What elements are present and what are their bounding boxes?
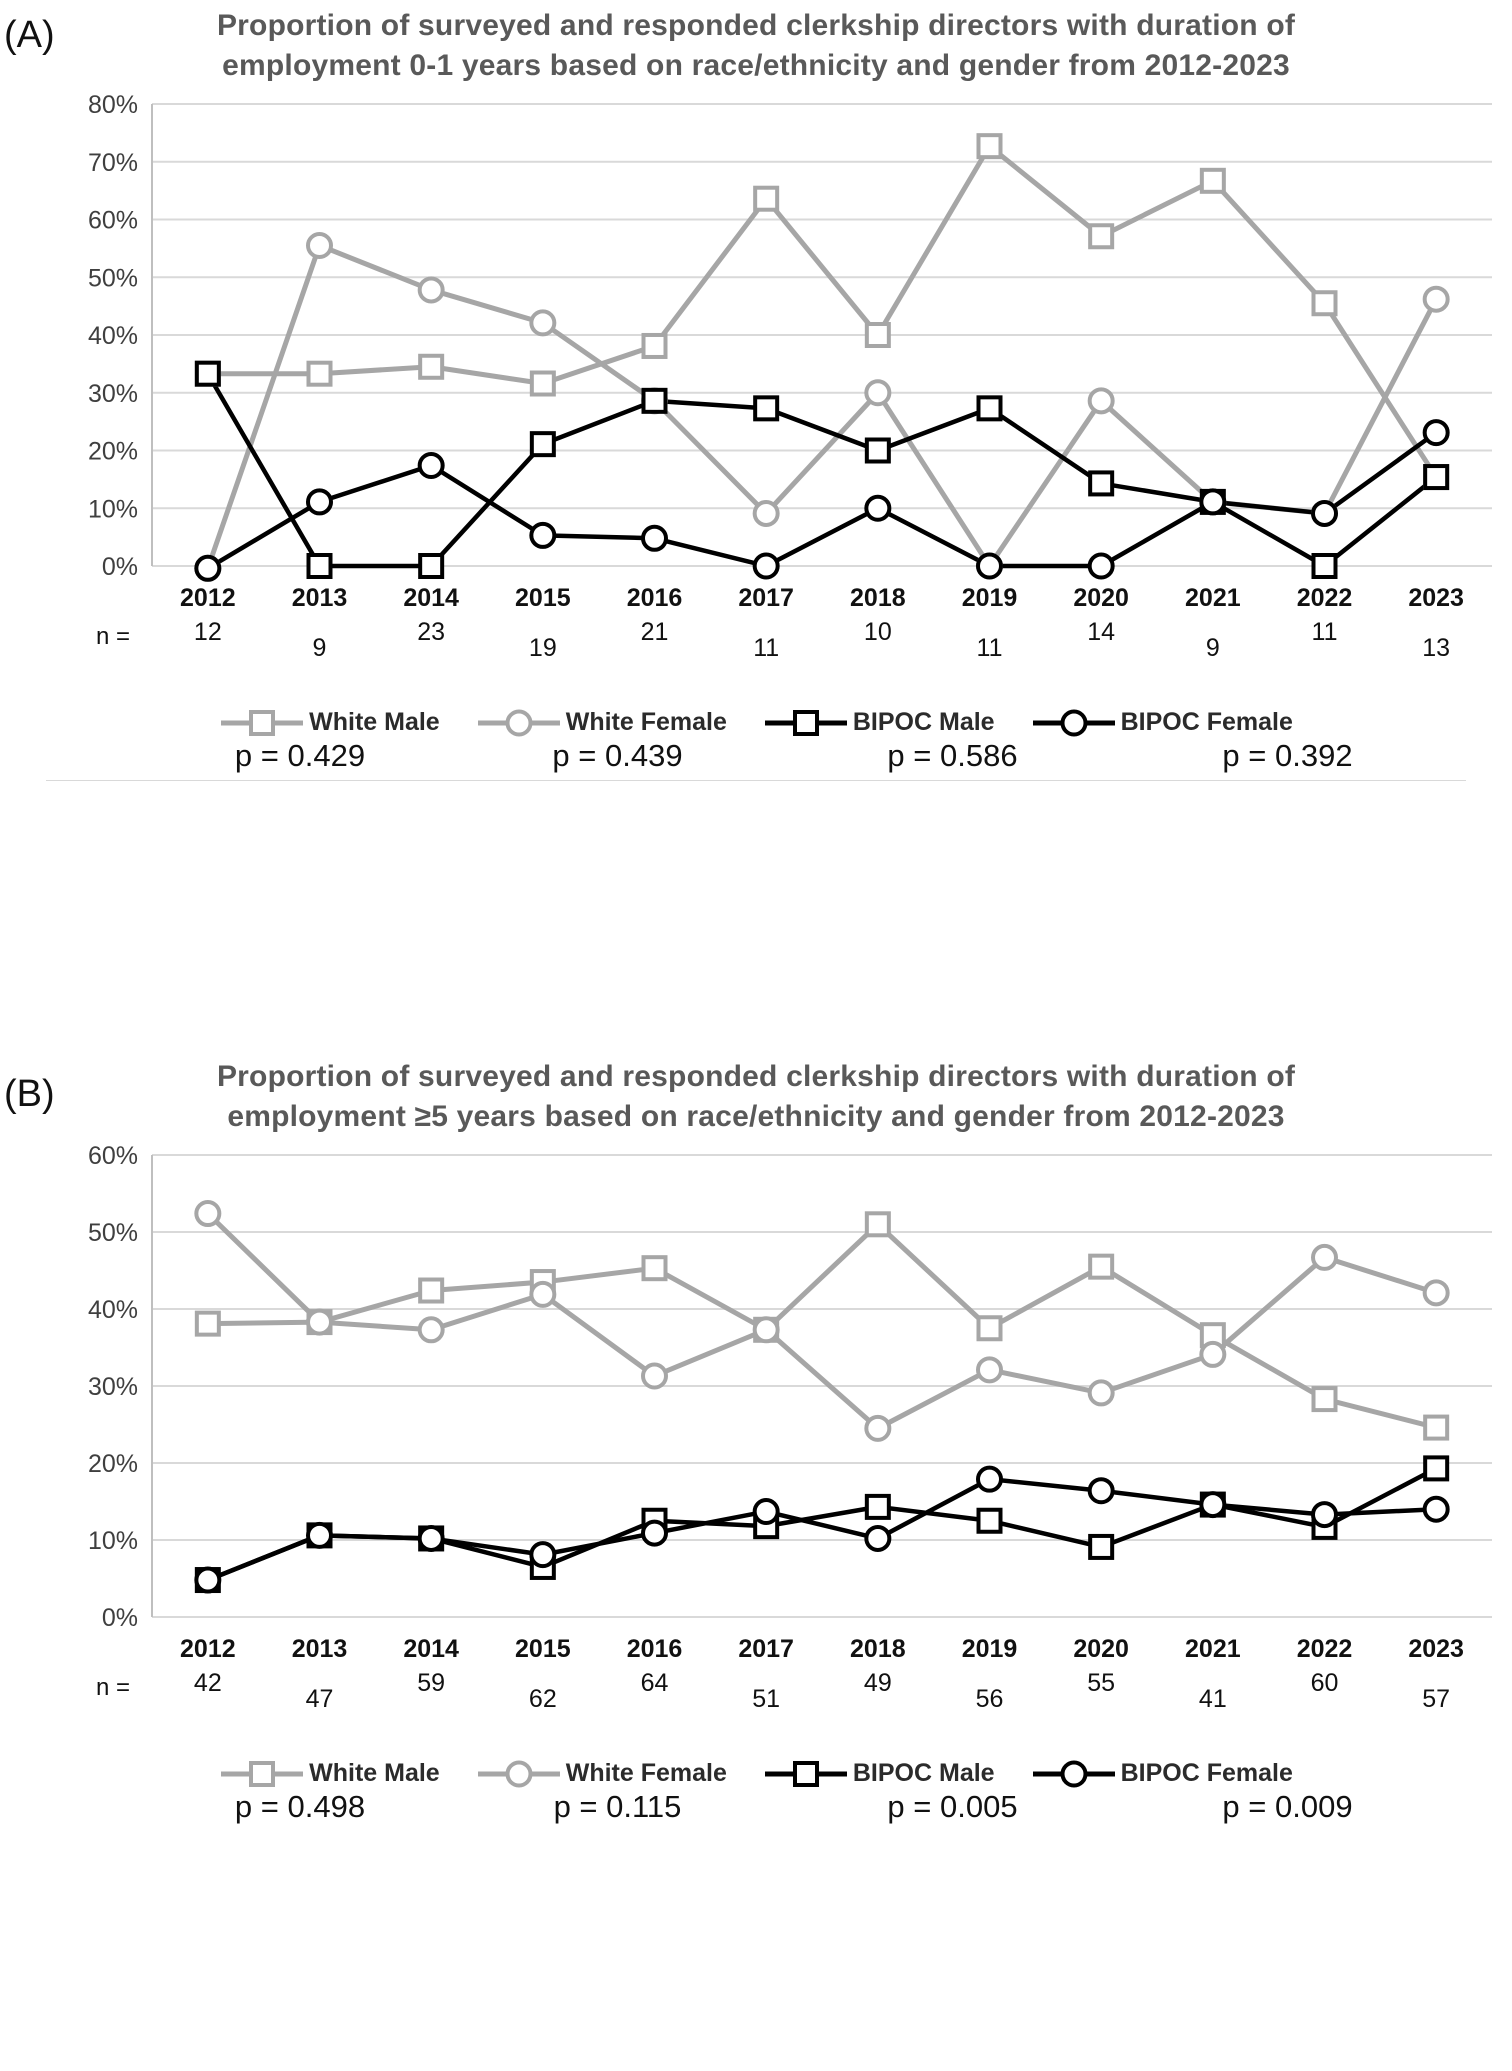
- data-point-marker: [1090, 1381, 1113, 1404]
- data-point-marker: [978, 1358, 1001, 1381]
- legend-item-white-male[interactable]: [219, 1759, 440, 1789]
- data-point-marker: [979, 1510, 1001, 1532]
- data-point-marker: [1090, 1479, 1113, 1502]
- x-axis-category-label: 2021: [1185, 583, 1241, 612]
- x-axis-category-label: 2016: [626, 583, 683, 612]
- sample-size-value: 9: [312, 633, 327, 662]
- x-axis-category-label: 2016: [626, 1634, 683, 1663]
- x-axis-category-label: 2017: [738, 1634, 794, 1663]
- data-point-marker: [308, 1310, 331, 1333]
- data-point-marker: [867, 1213, 889, 1235]
- legend-label: BIPOC Male: [852, 708, 995, 737]
- data-point-marker: [1314, 1388, 1336, 1410]
- data-point-marker: [532, 433, 554, 455]
- sample-size-label: n =: [95, 622, 130, 650]
- data-point-marker: [1201, 1343, 1224, 1366]
- data-point-marker: [1090, 389, 1113, 412]
- panel-b-label: (B): [4, 1073, 55, 1115]
- data-point-marker: [1202, 170, 1224, 192]
- data-point-marker: [1201, 1493, 1224, 1516]
- data-point-marker: [1201, 490, 1224, 513]
- y-axis-tick-label: 0%: [101, 1603, 138, 1632]
- sample-size-value: 19: [528, 633, 557, 662]
- panel-b-pvalues: [0, 1789, 1512, 1825]
- legend-label: White Male: [309, 708, 440, 737]
- data-point-marker: [644, 390, 666, 412]
- data-point-marker: [1425, 1457, 1447, 1479]
- panel-a-plot: [0, 86, 1512, 706]
- sample-size-value: 64: [640, 1668, 669, 1697]
- x-axis-category-label: 2019: [961, 1634, 1018, 1663]
- panel-a-chart-svg: [0, 86, 1512, 706]
- series-line-bipoc-female: [208, 1479, 1436, 1580]
- x-axis-category-label: 2019: [961, 583, 1018, 612]
- legend-label: BIPOC Male: [852, 1759, 995, 1788]
- sample-size-value: 9: [1205, 633, 1220, 662]
- data-point-marker: [1090, 554, 1113, 577]
- y-axis-tick-label: 30%: [87, 1372, 138, 1401]
- y-axis-tick-label: 20%: [87, 437, 138, 466]
- sample-size-value: 51: [752, 1684, 781, 1713]
- y-axis-tick-label: 40%: [87, 321, 138, 350]
- data-point-marker: [867, 1496, 889, 1518]
- data-point-marker: [643, 1364, 666, 1387]
- sample-size-value: 60: [1310, 1668, 1339, 1697]
- data-point-marker: [1313, 1503, 1336, 1526]
- x-axis-category-label: 2018: [850, 583, 906, 612]
- data-point-marker: [196, 557, 219, 580]
- data-point-marker: [866, 497, 889, 520]
- panel-a-pvalues: [0, 738, 1512, 774]
- x-axis-category-label: 2018: [850, 1634, 906, 1663]
- panel-b-title: Proportion of surveyed and responded clerkship directors with duration of employment ≥5 years based on race/ethnicity and gender from 2012-2023: [216, 1060, 1296, 1133]
- data-point-marker: [644, 335, 666, 357]
- x-axis-category-label: 2020: [1073, 1634, 1129, 1663]
- data-point-marker: [1425, 1281, 1448, 1304]
- x-axis-category-label: 2014: [403, 1634, 459, 1663]
- data-point-marker: [531, 1543, 554, 1566]
- data-point-marker: [309, 362, 331, 384]
- data-point-marker: [1090, 472, 1112, 494]
- data-point-marker: [755, 1500, 778, 1523]
- legend-label: BIPOC Female: [1120, 1759, 1293, 1788]
- legend-label: White Female: [565, 1759, 727, 1788]
- data-point-marker: [420, 555, 442, 577]
- sample-size-value: 59: [417, 1668, 446, 1697]
- x-axis-category-label: 2022: [1296, 1634, 1353, 1663]
- data-point-marker: [309, 555, 331, 577]
- legend-marker-icon: [1031, 1759, 1117, 1789]
- panel-b-chart-svg: [0, 1137, 1512, 1757]
- x-axis-category-label: 2012: [180, 583, 236, 612]
- y-axis-tick-label: 60%: [87, 206, 138, 235]
- sample-size-value: 57: [1422, 1684, 1451, 1713]
- panel-a-label: (A): [4, 14, 55, 56]
- sample-size-value: 11: [1311, 617, 1338, 646]
- x-axis-category-label: 2013: [291, 583, 348, 612]
- data-point-marker: [308, 234, 331, 257]
- data-point-marker: [1090, 1255, 1112, 1277]
- sample-size-label: n =: [95, 1673, 130, 1701]
- legend-item-bipoc-female[interactable]: [1031, 708, 1293, 738]
- legend-marker-icon: [763, 708, 849, 738]
- y-axis-tick-label: 10%: [87, 1526, 138, 1555]
- data-point-marker: [1425, 1416, 1447, 1438]
- sample-size-value: 11: [976, 633, 1003, 662]
- data-point-marker: [866, 1527, 889, 1550]
- p-value-3: p = 0.005: [887, 1788, 1018, 1824]
- data-point-marker: [420, 356, 442, 378]
- data-point-marker: [197, 1312, 219, 1334]
- y-axis-tick-label: 80%: [87, 90, 138, 119]
- sample-size-value: 62: [528, 1684, 557, 1713]
- sample-size-value: 10: [863, 617, 892, 646]
- data-point-marker: [531, 1283, 554, 1306]
- data-point-marker: [979, 397, 1001, 419]
- data-point-marker: [979, 135, 1001, 157]
- data-point-marker: [755, 187, 777, 209]
- data-point-marker: [1425, 466, 1447, 488]
- sample-size-value: 11: [753, 633, 780, 662]
- data-point-marker: [1313, 1246, 1336, 1269]
- data-point-marker: [644, 1257, 666, 1279]
- data-point-marker: [643, 527, 666, 550]
- data-point-marker: [643, 1521, 666, 1544]
- x-axis-category-label: 2017: [738, 583, 794, 612]
- x-axis-category-label: 2015: [515, 1634, 571, 1663]
- sample-size-value: 23: [417, 617, 446, 646]
- legend-label: BIPOC Female: [1120, 708, 1293, 737]
- panel-b-legend: [0, 1759, 1512, 1789]
- data-point-marker: [197, 362, 219, 384]
- x-axis-category-label: 2015: [515, 583, 571, 612]
- data-point-marker: [866, 1417, 889, 1440]
- y-axis-tick-label: 60%: [87, 1141, 138, 1170]
- data-point-marker: [755, 554, 778, 577]
- panel-a-legend: [0, 708, 1512, 738]
- series-line-white-female: [208, 1213, 1436, 1428]
- p-value-4: p = 0.009: [1222, 1788, 1353, 1824]
- legend-item-white-male[interactable]: [219, 708, 440, 738]
- data-point-marker: [420, 454, 443, 477]
- sample-size-value: 56: [975, 1684, 1004, 1713]
- data-point-marker: [196, 1202, 219, 1225]
- data-point-marker: [308, 1524, 331, 1547]
- series-line-white-female: [208, 245, 1436, 568]
- data-point-marker: [866, 381, 889, 404]
- data-point-marker: [867, 324, 889, 346]
- y-axis-tick-label: 20%: [87, 1449, 138, 1478]
- y-axis-tick-label: 40%: [87, 1295, 138, 1324]
- sample-size-value: 47: [305, 1684, 334, 1713]
- data-point-marker: [420, 1527, 443, 1550]
- p-value-4: p = 0.392: [1222, 737, 1353, 773]
- data-point-marker: [755, 397, 777, 419]
- data-point-marker: [755, 1318, 778, 1341]
- p-value-3: p = 0.586: [887, 737, 1018, 773]
- y-axis-tick-label: 70%: [87, 148, 138, 177]
- data-point-marker: [196, 1568, 219, 1591]
- data-point-marker: [420, 1279, 442, 1301]
- data-point-marker: [420, 1318, 443, 1341]
- panel-a-divider: [46, 780, 1466, 781]
- data-point-marker: [420, 278, 443, 301]
- y-axis-tick-label: 10%: [87, 495, 138, 524]
- data-point-marker: [1090, 225, 1112, 247]
- x-axis-category-label: 2020: [1073, 583, 1129, 612]
- legend-item-white-female[interactable]: [476, 708, 727, 738]
- y-axis-tick-label: 50%: [87, 264, 138, 293]
- x-axis-category-label: 2013: [291, 1634, 348, 1663]
- legend-item-bipoc-male[interactable]: [763, 1759, 995, 1789]
- legend-item-white-female[interactable]: [476, 1759, 727, 1789]
- data-point-marker: [1425, 421, 1448, 444]
- sample-size-value: 13: [1422, 633, 1451, 662]
- data-point-marker: [532, 372, 554, 394]
- p-value-1: p = 0.429: [234, 737, 366, 773]
- data-point-marker: [1313, 502, 1336, 525]
- panel-a: [0, 0, 1512, 1035]
- legend-label: White Female: [565, 708, 727, 737]
- data-point-marker: [1314, 292, 1336, 314]
- sample-size-value: 41: [1198, 1684, 1227, 1713]
- sample-size-value: 14: [1087, 617, 1116, 646]
- x-axis-category-label: 2023: [1408, 1634, 1464, 1663]
- legend-marker-icon: [219, 708, 305, 738]
- legend-marker-icon: [1031, 708, 1117, 738]
- data-point-marker: [978, 1467, 1001, 1490]
- legend-marker-icon: [476, 708, 562, 738]
- data-point-marker: [1314, 555, 1336, 577]
- x-axis-category-label: 2021: [1185, 1634, 1241, 1663]
- x-axis-category-label: 2014: [403, 583, 459, 612]
- legend-marker-icon: [763, 1759, 849, 1789]
- data-point-marker: [867, 439, 889, 461]
- sample-size-value: 49: [863, 1668, 892, 1697]
- legend-marker-icon: [219, 1759, 305, 1789]
- y-axis-tick-label: 30%: [87, 379, 138, 408]
- legend-item-bipoc-female[interactable]: [1031, 1759, 1293, 1789]
- p-value-2: p = 0.439: [552, 737, 683, 773]
- data-point-marker: [978, 554, 1001, 577]
- data-point-marker: [1425, 1497, 1448, 1520]
- p-value-1: p = 0.498: [234, 1788, 366, 1824]
- panel-b-plot: [0, 1137, 1512, 1757]
- sample-size-value: 21: [640, 617, 669, 646]
- data-point-marker: [308, 490, 331, 513]
- legend-item-bipoc-male[interactable]: [763, 708, 995, 738]
- legend-label: White Male: [309, 1759, 440, 1788]
- x-axis-category-label: 2012: [180, 1634, 236, 1663]
- sample-size-value: 55: [1087, 1668, 1116, 1697]
- data-point-marker: [755, 502, 778, 525]
- p-value-2: p = 0.115: [553, 1788, 682, 1824]
- panel-b: [0, 1035, 1512, 2065]
- data-point-marker: [1090, 1536, 1112, 1558]
- data-point-marker: [531, 524, 554, 547]
- sample-size-value: 12: [193, 617, 222, 646]
- x-axis-category-label: 2022: [1296, 583, 1353, 612]
- x-axis-category-label: 2023: [1408, 583, 1464, 612]
- sample-size-value: 42: [193, 1668, 222, 1697]
- legend-marker-icon: [476, 1759, 562, 1789]
- y-axis-tick-label: 0%: [101, 552, 138, 581]
- data-point-marker: [1425, 287, 1448, 310]
- data-point-marker: [531, 311, 554, 334]
- y-axis-tick-label: 50%: [87, 1218, 138, 1247]
- data-point-marker: [979, 1317, 1001, 1339]
- panel-a-title: Proportion of surveyed and responded clerkship directors with duration of employment 0-1 years based on race/ethnicity and gender from 2012-2023: [216, 9, 1296, 82]
